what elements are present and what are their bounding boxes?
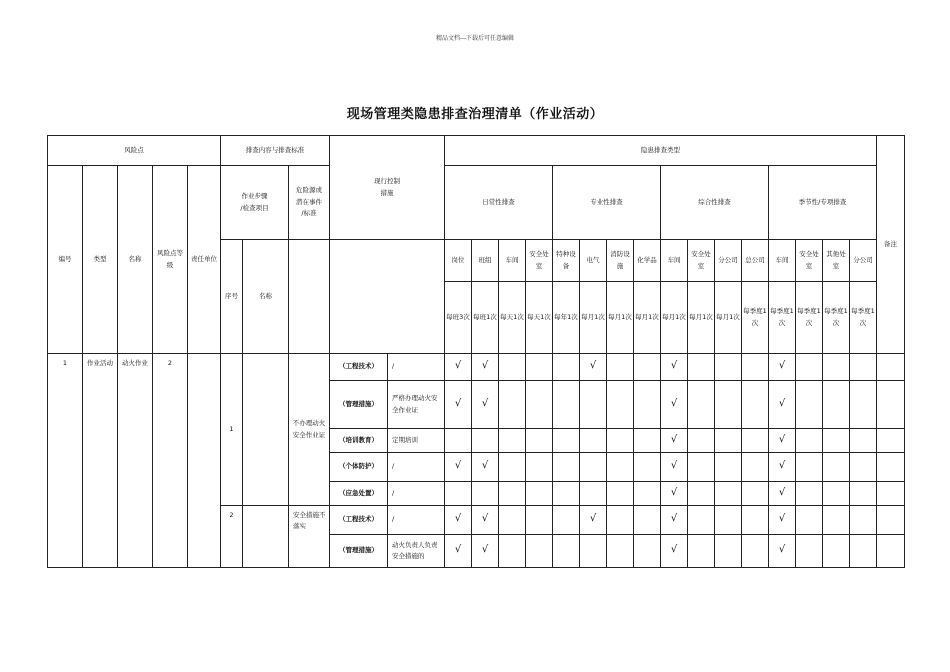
check-cell — [823, 429, 850, 453]
measure-text: / — [388, 453, 445, 482]
check-cell — [580, 381, 607, 429]
check-mark-icon: √ — [670, 397, 678, 409]
check-cell — [445, 482, 472, 506]
check-cell — [769, 482, 796, 506]
subcol-frequency: 每季度1次 — [850, 282, 877, 354]
check-mark-icon: √ — [778, 433, 786, 445]
check-mark-icon: √ — [778, 360, 786, 372]
check-cell — [715, 453, 742, 482]
check-cell — [742, 506, 769, 535]
check-cell — [634, 354, 661, 381]
check-mark-icon: √ — [481, 544, 489, 556]
check-cell — [688, 429, 715, 453]
hazard-checklist-table — [47, 135, 905, 568]
check-cell — [850, 482, 877, 506]
page-title: 现场管理类隐患排查治理清单（作业活动） — [346, 107, 604, 122]
subcol-frequency: 每月1次 — [607, 282, 634, 354]
check-cell — [607, 453, 634, 482]
subcol-frequency: 每天1次 — [499, 282, 526, 354]
check-mark-icon: √ — [778, 460, 786, 472]
check-cell — [472, 354, 499, 381]
item-seq: 2 — [221, 506, 243, 568]
check-cell — [688, 354, 715, 381]
header-check-item-label: /检查项目 — [240, 203, 269, 212]
check-cell — [526, 535, 553, 568]
check-cell — [823, 535, 850, 568]
remarks-cell — [877, 381, 905, 429]
header-danger-source — [289, 166, 330, 240]
check-cell — [553, 381, 580, 429]
subcol-name: 分公司 — [715, 240, 742, 282]
check-cell — [688, 453, 715, 482]
check-cell — [472, 429, 499, 453]
check-cell — [796, 453, 823, 482]
measure-category: （个体防护） — [330, 453, 388, 482]
table-row — [48, 354, 905, 381]
check-cell — [688, 506, 715, 535]
check-cell — [607, 381, 634, 429]
header-col-seq: 序号 — [221, 240, 243, 354]
header-content-standard: 排查内容与排查标准 — [221, 136, 330, 166]
header-current-control-label: 现行控制 — [374, 177, 400, 186]
check-cell — [607, 506, 634, 535]
check-cell — [715, 506, 742, 535]
check-mark-icon: √ — [670, 460, 678, 472]
header-danger-source-line2: 潜在事件 — [296, 197, 322, 206]
check-mark-icon: √ — [454, 544, 462, 556]
header-danger-source-line3: /标准 — [301, 209, 317, 218]
check-cell — [823, 354, 850, 381]
measure-category: （管理措施） — [330, 381, 388, 429]
subcol-frequency: 每季度1次 — [796, 282, 823, 354]
header-col-level: 风险点等级 — [153, 166, 188, 354]
check-cell — [850, 453, 877, 482]
item-name — [243, 506, 289, 568]
header-col-name: 名称 — [118, 166, 153, 354]
header-work-step — [221, 166, 289, 240]
check-cell — [769, 429, 796, 453]
check-cell — [634, 453, 661, 482]
check-cell — [796, 429, 823, 453]
check-cell — [742, 381, 769, 429]
subcol-name: 电气 — [580, 240, 607, 282]
subcol-name: 岗位 — [445, 240, 472, 282]
subcol-name: 安全处室 — [796, 240, 823, 282]
check-cell — [850, 506, 877, 535]
check-cell — [661, 354, 688, 381]
check-cell — [823, 453, 850, 482]
check-cell — [634, 381, 661, 429]
header-hazard-types: 隐患排查类型 — [445, 136, 877, 166]
check-cell — [688, 381, 715, 429]
measure-category: （管理措施） — [330, 535, 388, 568]
check-cell — [742, 535, 769, 568]
check-cell — [742, 453, 769, 482]
remarks-cell — [877, 535, 905, 568]
check-cell — [796, 354, 823, 381]
check-cell — [634, 506, 661, 535]
check-cell — [580, 453, 607, 482]
check-cell — [769, 506, 796, 535]
measure-text: / — [388, 506, 445, 535]
check-cell — [445, 354, 472, 381]
subcol-frequency: 每月1次 — [661, 282, 688, 354]
check-cell — [715, 354, 742, 381]
check-mark-icon: √ — [670, 360, 678, 372]
subcol-name: 特种设备 — [553, 240, 580, 282]
check-cell — [580, 482, 607, 506]
subcol-frequency: 每月1次 — [634, 282, 661, 354]
header-risk-point: 风险点 — [48, 136, 221, 166]
check-mark-icon: √ — [670, 486, 678, 498]
check-mark-icon: √ — [481, 397, 489, 409]
check-cell — [796, 482, 823, 506]
subcol-name: 车间 — [661, 240, 688, 282]
check-cell — [661, 381, 688, 429]
header-blank-hazard — [289, 240, 330, 354]
check-mark-icon: √ — [481, 513, 489, 525]
check-cell — [742, 429, 769, 453]
check-cell — [472, 482, 499, 506]
header-professional: 专业性排查 — [553, 166, 661, 240]
check-cell — [472, 453, 499, 482]
header-col-item-name: 名称 — [243, 240, 289, 354]
measure-category: （培训教育） — [330, 429, 388, 453]
check-cell — [526, 429, 553, 453]
check-cell — [796, 535, 823, 568]
risk-unit — [188, 354, 221, 568]
remarks-cell — [877, 354, 905, 381]
check-cell — [445, 535, 472, 568]
check-cell — [499, 506, 526, 535]
check-cell — [715, 535, 742, 568]
check-cell — [742, 354, 769, 381]
check-cell — [769, 381, 796, 429]
remarks-cell — [877, 429, 905, 453]
check-cell — [472, 535, 499, 568]
check-cell — [553, 453, 580, 482]
check-mark-icon: √ — [778, 544, 786, 556]
check-cell — [661, 429, 688, 453]
check-cell — [661, 535, 688, 568]
check-cell — [634, 429, 661, 453]
measure-text: 严格办理动火安全作业证 — [388, 381, 445, 429]
check-cell — [526, 482, 553, 506]
check-mark-icon: √ — [670, 513, 678, 525]
check-cell — [769, 453, 796, 482]
check-mark-icon: √ — [778, 513, 786, 525]
header-col-type: 类型 — [83, 166, 118, 354]
subcol-name: 总公司 — [742, 240, 769, 282]
check-cell — [661, 506, 688, 535]
subcol-name: 分公司 — [850, 240, 877, 282]
risk-no: 1 — [48, 354, 83, 568]
subcol-frequency: 每天1次 — [526, 282, 553, 354]
check-cell — [688, 535, 715, 568]
check-mark-icon: √ — [670, 433, 678, 445]
header-measures-label: 措施 — [380, 188, 394, 197]
check-cell — [445, 429, 472, 453]
check-cell — [715, 429, 742, 453]
subcol-frequency: 每季度1次 — [742, 282, 769, 354]
check-mark-icon: √ — [778, 397, 786, 409]
check-cell — [823, 506, 850, 535]
check-cell — [661, 453, 688, 482]
check-mark-icon: √ — [454, 513, 462, 525]
check-cell — [769, 535, 796, 568]
check-cell — [553, 482, 580, 506]
header-comprehensive: 综合性排查 — [661, 166, 769, 240]
check-cell — [634, 482, 661, 506]
check-mark-icon: √ — [454, 360, 462, 372]
subcol-name: 其他处室 — [823, 240, 850, 282]
check-cell — [580, 354, 607, 381]
check-cell — [850, 535, 877, 568]
header-current-control — [330, 136, 445, 240]
header-daily: 日常性排查 — [445, 166, 553, 240]
check-cell — [445, 381, 472, 429]
header-seasonal: 季节性/专项排查 — [769, 166, 877, 240]
remarks-cell — [877, 482, 905, 506]
check-cell — [580, 429, 607, 453]
check-mark-icon: √ — [454, 460, 462, 472]
subcol-frequency: 每班3次 — [445, 282, 472, 354]
remarks-cell — [877, 506, 905, 535]
header-col-unit: 责任单位 — [188, 166, 221, 354]
remarks-cell — [877, 453, 905, 482]
header-blank-measures — [330, 240, 445, 354]
check-cell — [553, 354, 580, 381]
subcol-name: 安全处室 — [526, 240, 553, 282]
header-col-no: 编号 — [48, 166, 83, 354]
item-name — [243, 354, 289, 506]
measure-text: / — [388, 482, 445, 506]
check-cell — [553, 506, 580, 535]
check-mark-icon: √ — [481, 460, 489, 472]
check-cell — [823, 482, 850, 506]
subcol-frequency: 每班1次 — [472, 282, 499, 354]
subcol-frequency: 每月1次 — [715, 282, 742, 354]
check-cell — [796, 506, 823, 535]
check-cell — [445, 506, 472, 535]
check-cell — [526, 506, 553, 535]
check-cell — [580, 535, 607, 568]
measure-text: / — [388, 354, 445, 381]
check-cell — [823, 381, 850, 429]
check-mark-icon: √ — [589, 360, 597, 372]
check-cell — [526, 381, 553, 429]
check-mark-icon: √ — [481, 360, 489, 372]
check-cell — [661, 482, 688, 506]
subcol-name: 车间 — [499, 240, 526, 282]
subcol-name: 车间 — [769, 240, 796, 282]
check-cell — [445, 453, 472, 482]
check-cell — [607, 354, 634, 381]
measure-text: 定期培训 — [388, 429, 445, 453]
measure-text: 动火负责人负责安全措施的 — [388, 535, 445, 568]
subcol-name: 班组 — [472, 240, 499, 282]
check-cell — [769, 354, 796, 381]
subcol-frequency: 每年1次 — [553, 282, 580, 354]
check-cell — [715, 482, 742, 506]
check-cell — [634, 535, 661, 568]
check-cell — [850, 429, 877, 453]
measure-category: （工程技术） — [330, 506, 388, 535]
check-mark-icon: √ — [454, 397, 462, 409]
item-hazard: 安全措施不落实 — [289, 506, 330, 568]
check-cell — [526, 354, 553, 381]
check-cell — [607, 535, 634, 568]
check-cell — [688, 482, 715, 506]
check-cell — [499, 429, 526, 453]
check-cell — [553, 429, 580, 453]
top-note: 精品文档---下载后可任意编辑 — [435, 35, 515, 42]
check-cell — [796, 381, 823, 429]
subcol-frequency: 每月1次 — [688, 282, 715, 354]
check-cell — [499, 354, 526, 381]
measure-category: （应急处置） — [330, 482, 388, 506]
check-cell — [499, 535, 526, 568]
risk-name: 动火作业 — [118, 354, 153, 568]
header-remarks: 备注 — [877, 136, 905, 354]
check-cell — [850, 381, 877, 429]
check-cell — [607, 482, 634, 506]
subcol-frequency: 每季度1次 — [769, 282, 796, 354]
check-cell — [553, 535, 580, 568]
check-cell — [850, 354, 877, 381]
measure-category: （工程技术） — [330, 354, 388, 381]
item-hazard: 不办理动火安全作业证 — [289, 354, 330, 506]
check-cell — [499, 482, 526, 506]
subcol-name: 化学品 — [634, 240, 661, 282]
check-cell — [499, 381, 526, 429]
header-danger-source-line1: 危险源或 — [296, 186, 322, 195]
subcol-frequency: 每月1次 — [580, 282, 607, 354]
check-cell — [472, 381, 499, 429]
risk-level: 2 — [153, 354, 188, 568]
check-cell — [526, 453, 553, 482]
subcol-name: 安全处室 — [688, 240, 715, 282]
check-cell — [715, 381, 742, 429]
check-cell — [472, 506, 499, 535]
check-mark-icon: √ — [778, 486, 786, 498]
check-cell — [607, 429, 634, 453]
subcol-name: 消防设施 — [607, 240, 634, 282]
risk-type: 作业活动 — [83, 354, 118, 568]
check-mark-icon: √ — [589, 513, 597, 525]
check-cell — [580, 506, 607, 535]
check-mark-icon: √ — [670, 544, 678, 556]
item-seq: 1 — [221, 354, 243, 506]
header-work-step-label: 作业步骤 — [241, 192, 268, 201]
check-cell — [742, 482, 769, 506]
subcol-frequency: 每季度1次 — [823, 282, 850, 354]
check-cell — [499, 453, 526, 482]
